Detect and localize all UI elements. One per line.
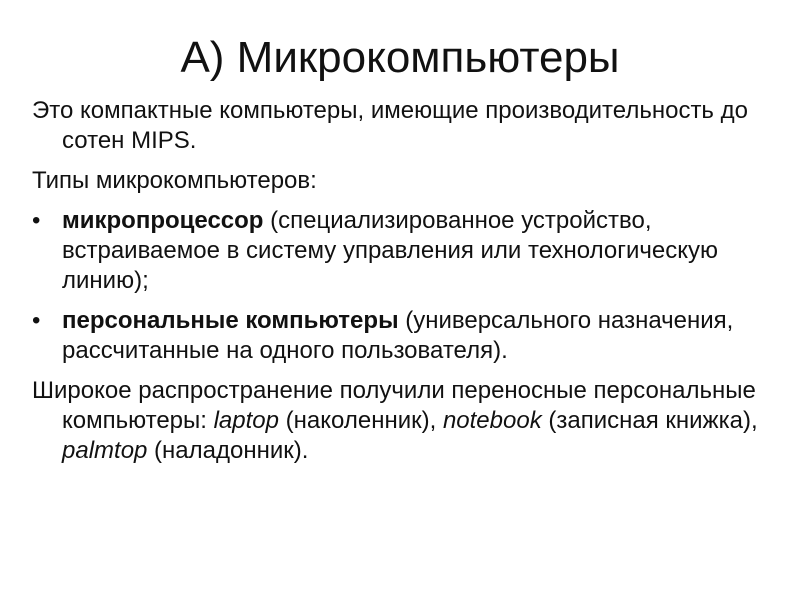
intro-paragraph: Это компактные компьютеры, имеющие производительность до сотен MIPS. [32, 97, 748, 154]
closing-lead: Широкое распространение получили переносные персональные компьютеры: [32, 377, 756, 434]
term-notebook: notebook [442, 407, 542, 434]
bullet-term: персональные компьютеры [62, 307, 399, 334]
palmtop-description: (наладонник). [147, 437, 309, 464]
bullet-description: (специализированное устройство, встраиваемое в систему управления или технологическую линию); [62, 207, 719, 294]
slide-title: А) Микрокомпьютеры [180, 33, 620, 82]
slide-body [32, 96, 782, 476]
bullet-icon: • [32, 207, 41, 234]
types-heading: Типы микрокомпьютеров: [32, 167, 317, 194]
term-laptop: laptop [213, 407, 279, 434]
bullet-term: микропроцессор [62, 207, 264, 234]
bullet-description: (универсального назначения, рассчитанные на одного пользователя). [62, 307, 734, 364]
closing-paragraph [32, 376, 782, 466]
notebook-description: (записная книжка), [541, 407, 758, 434]
laptop-description: (наколенник), [278, 407, 443, 434]
term-palmtop: palmtop [62, 437, 148, 464]
bullet-icon: • [32, 307, 41, 334]
bullet-item-microprocessor [32, 206, 782, 296]
bullet-item-personal-computers [32, 306, 782, 366]
